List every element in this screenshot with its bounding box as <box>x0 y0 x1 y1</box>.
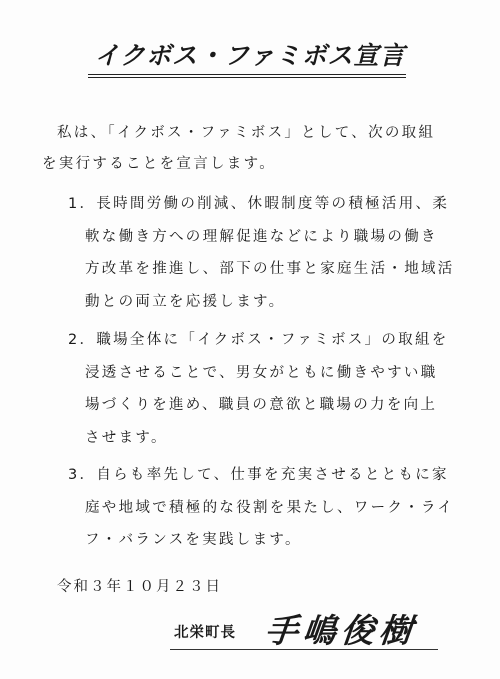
intro-line-2: を実行することを宣言します。 <box>42 156 277 172</box>
item-1-line-1: 1．長時間労働の削減、休暇制度等の積極活用、柔 <box>68 196 450 212</box>
signature-line <box>170 649 438 650</box>
signature: 手嶋俊樹 <box>263 611 420 650</box>
declaration-item-1 <box>68 188 468 318</box>
declaration-item-2 <box>68 324 468 454</box>
item-2-line-2: 浸透させることで、男女がともに働きやすい職 <box>85 364 438 381</box>
declaration-date: 令和３年１０月２３日 <box>57 579 222 595</box>
item-1-line-3: 方改革を推進し、部下の仕事と家庭生活・地域活 <box>85 261 455 277</box>
title-underline <box>88 74 406 75</box>
item-3-line-3: フ・バランスを実践します。 <box>85 532 302 548</box>
item-2-line-1: 2．職場全体に「イクボス・ファミボス」の取組を <box>68 332 449 348</box>
document-title: イクボス・ファミボス宣言 <box>94 41 406 70</box>
item-3-line-1: 3．自らも率先して、仕事を充実させるとともに家 <box>68 467 449 483</box>
item-2-line-3: 場づくりを進め、職員の意欲と職場の力を向上 <box>85 397 438 413</box>
title-underline-second <box>88 77 406 78</box>
item-3-line-2: 庭や地域で積極的な役割を果たし、ワーク・ライ <box>85 499 455 516</box>
intro-line-1: 私は、「イクボス・ファミボス」として、次の取組 <box>57 125 436 141</box>
signer-title: 北栄町長 <box>174 625 236 641</box>
item-1-line-4: 動との両立を応援します。 <box>85 293 286 310</box>
item-2-line-4: させます。 <box>85 429 168 446</box>
declaration-item-3 <box>68 459 468 557</box>
item-1-line-2: 軟な働き方への理解促進などにより職場の働き <box>85 228 438 245</box>
